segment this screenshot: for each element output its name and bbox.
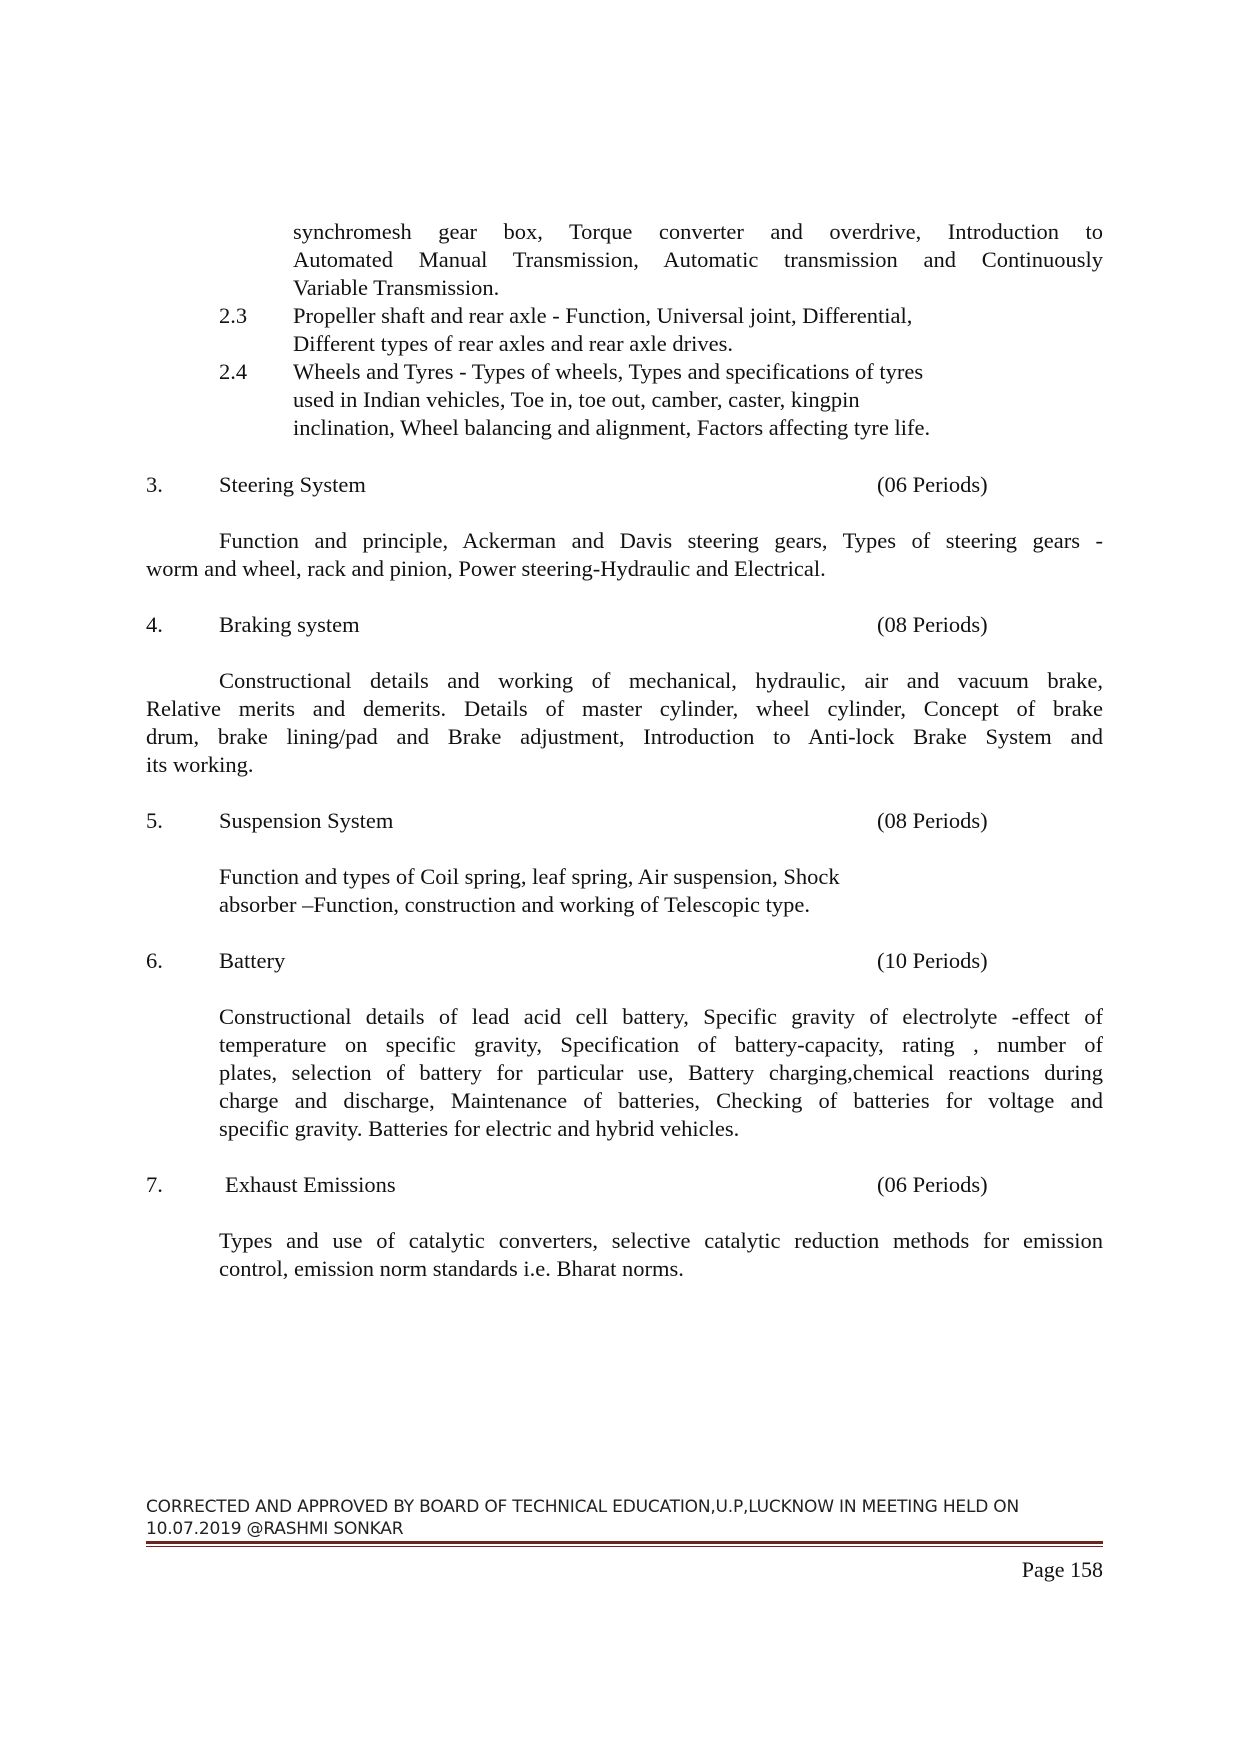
section-title: Braking system [219,612,360,637]
section-periods: (08 Periods) [877,612,988,637]
text-line: control, emission norm standards i.e. Bharat norms. [219,1256,684,1281]
text-line: plates, selection of battery for particular use, Battery charging,chemical reactions during [219,1060,1103,1085]
text-line: Relative merits and demerits. Details of master cylinder, wheel cylinder, Concept of brake [146,696,1103,721]
text-line: Types and use of catalytic converters, selective catalytic reduction methods for emission [219,1228,1103,1253]
section-number: 6. [146,948,163,973]
section-heading-battery [0,947,1240,975]
text-line: Function and principle, Ackerman and Davis steering gears, Types of steering gears - [219,528,1103,553]
subitem-2-3-text [293,302,1103,358]
footer-line: CORRECTED AND APPROVED BY BOARD OF TECHNICAL EDUCATION,U.P,LUCKNOW IN MEETING HELD ON [146,1497,1020,1517]
section-heading-exhaust [0,1171,1240,1199]
section-title: Exhaust Emissions [225,1172,396,1197]
page-footer-note [146,1496,1106,1540]
page-number: Page 158 [1021,1557,1103,1582]
subitem-2-4-text [293,358,1103,442]
text-line: used in Indian vehicles, Toe in, toe out, camber, caster, kingpin [293,387,860,412]
text-line: Different types of rear axles and rear axle drives. [293,331,734,356]
section-body-suspension [219,863,1103,919]
subitem-number: 2.3 [219,303,248,328]
section-title: Suspension System [219,808,394,833]
text-line: drum, brake lining/pad and Brake adjustment, Introduction to Anti-lock Brake System and [146,724,1103,749]
text-line: synchromesh gear box, Torque converter and overdrive, Introduction to [293,219,1103,244]
section-periods: (06 Periods) [877,472,988,497]
footer-line: 10.07.2019 @RASHMI SONKAR [146,1519,404,1539]
text-line: charge and discharge, Maintenance of batteries, Checking of batteries for voltage and [219,1088,1103,1113]
section-number: 4. [146,612,163,637]
section-body-steering [146,527,1103,583]
footer-rule-thin [146,1546,1103,1547]
text-line: Variable Transmission. [293,275,500,300]
text-line: worm and wheel, rack and pinion, Power steering-Hydraulic and Electrical. [146,556,826,581]
text-line: temperature on specific gravity, Specification of battery-capacity, rating , number of [219,1032,1103,1057]
section-number: 3. [146,472,163,497]
section-body-battery [219,1003,1103,1143]
section-periods: (08 Periods) [877,808,988,833]
section-heading-suspension [0,807,1240,835]
text-line: inclination, Wheel balancing and alignment, Factors affecting tyre life. [293,415,931,440]
section-body-braking [146,667,1103,779]
text-line: specific gravity. Batteries for electric and hybrid vehicles. [219,1116,740,1141]
text-line: Constructional details and working of mechanical, hydraulic, air and vacuum brake, [219,668,1103,693]
section-title: Steering System [219,472,366,497]
text-line: Automated Manual Transmission, Automatic transmission and Continuously [293,247,1103,272]
footer-rule-thick [146,1541,1103,1544]
text-line: Function and types of Coil spring, leaf spring, Air suspension, Shock [219,864,840,889]
text-line: Constructional details of lead acid cell battery, Specific gravity of electrolyte -effect of [219,1004,1103,1029]
section-number: 5. [146,808,163,833]
section-body-exhaust [219,1227,1103,1283]
text-line: absorber –Function, construction and working of Telescopic type. [219,892,810,917]
section-periods: (10 Periods) [877,948,988,973]
text-line: its working. [146,752,254,777]
subitem-number: 2.4 [219,359,248,384]
section-title: Battery [219,948,286,973]
continuation-paragraph [293,218,1103,302]
section-heading-steering [0,471,1240,499]
section-periods: (06 Periods) [877,1172,988,1197]
section-number: 7. [146,1172,163,1197]
section-heading-braking [0,611,1240,639]
text-line: Propeller shaft and rear axle - Function, Universal joint, Differential, [293,303,913,328]
text-line: Wheels and Tyres - Types of wheels, Types and specifications of tyres [293,359,924,384]
